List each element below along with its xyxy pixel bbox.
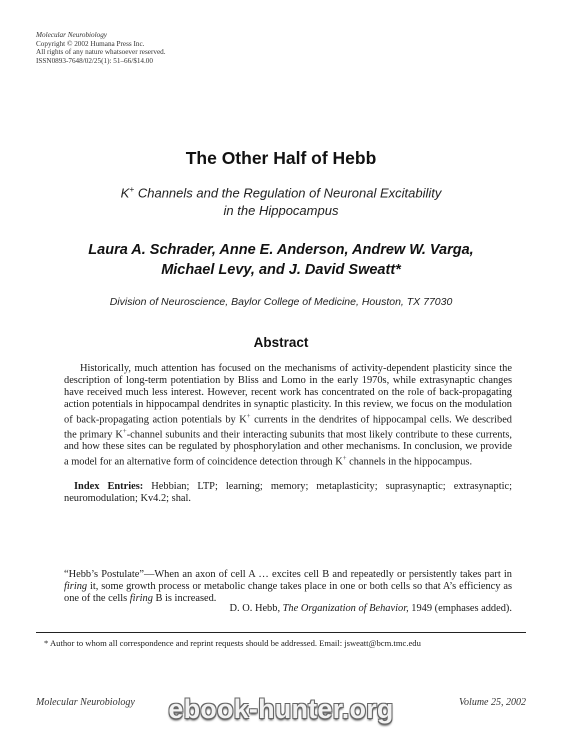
rights-line: All rights of any nature whatsoever reserved. <box>36 48 166 57</box>
footer-volume: Volume 25, 2002 <box>459 697 526 708</box>
attribution-book: The Organization of Behavior, <box>282 603 409 614</box>
index-entries-text: Hebbian; LTP; learning; memory; metaplasticity; suprasynaptic; extrasynaptic; neuromodulation; Kv4.2; shal. <box>64 481 513 504</box>
index-entries-label: Index Entries: <box>74 481 144 492</box>
quote-emphasis: firing <box>64 581 88 592</box>
article-title: The Other Half of Hebb <box>185 148 377 168</box>
subtitle-k: K <box>120 185 130 201</box>
sup-plus: + <box>246 412 251 420</box>
authors-line1: Laura A. Schrader, Anne E. Anderson, Andrew W. Varga, <box>88 242 474 258</box>
issn-line: ISSN0893-7648/02/25(1): 51–66/$14.00 <box>36 56 153 65</box>
sup-plus: + <box>342 455 347 463</box>
affiliation: Division of Neuroscience, Baylor College of Medicine, Houston, TX 77030 <box>109 296 453 308</box>
quote-text-2: it, some growth process or metabolic change takes place in one or both cells so that A’s efficiency as one of the cells <box>64 581 512 604</box>
quote-text-1: “Hebb’s Postulate”—When an axon of cell A … excites cell B and repeatedly or persistently takes part in <box>64 569 512 580</box>
subtitle-line1: Channels and the Regulation of Neuronal Excitability <box>134 185 442 201</box>
abstract-text-1: Historically, much attention has focused on the mechanisms of activity-dependent plasticity since the description of long-term potentiation by Bliss and Lomo in the early 1970s, while extrasynaptic changes have received much less interest. However, recent work has concentrated on the role of back-propagating action potentials in hippocampal dendrites in synaptic plasticity. In this review, we focus on the modulation of back-propagating action potentials by K <box>64 363 512 426</box>
footnote-divider <box>36 632 526 633</box>
correspondence-footnote: * Author to whom all correspondence and reprint requests should be addressed. Email: jsweatt@bcm.tmc.edu <box>44 638 421 648</box>
index-entries <box>64 481 512 505</box>
copyright-line: Copyright © 2002 Humana Press Inc. <box>36 39 145 48</box>
abstract-text-2: currents in the dendrites of hippocampal cells. We described the primary K <box>64 414 513 441</box>
footer-journal: Molecular Neurobiology <box>36 697 135 708</box>
journal-header <box>36 31 166 65</box>
quote-text-3: B is increased. <box>152 593 217 604</box>
journal-name: Molecular Neurobiology <box>36 31 107 39</box>
abstract-text-4: channels in the hippocampus. <box>346 456 473 468</box>
quote-attribution <box>64 603 512 614</box>
hebb-quote <box>64 569 512 605</box>
author-list <box>0 240 562 280</box>
attribution-author: D. O. Hebb, <box>229 603 283 614</box>
sup-plus: + <box>122 428 127 435</box>
abstract-text-3: -channel subunits and their interacting subunits that most likely contribute to these currents, and how these sites can be regulated by phosphorylation and other mechanisms. In conclusion, we provide a model for an alternative form of coincidence detection through K <box>64 429 512 468</box>
authors-line2: Michael Levy, and J. David Sweatt* <box>161 262 401 278</box>
quote-emphasis: firing <box>129 593 153 604</box>
abstract-heading: Abstract <box>253 335 309 350</box>
abstract-body <box>64 363 512 469</box>
subtitle-line2: in the Hippocampus <box>223 203 339 219</box>
watermark: ebook-hunter.org <box>168 694 394 724</box>
attribution-rest: 1949 (emphases added). <box>408 603 512 614</box>
subtitle-plus: + <box>129 184 135 194</box>
article-subtitle <box>0 180 562 220</box>
